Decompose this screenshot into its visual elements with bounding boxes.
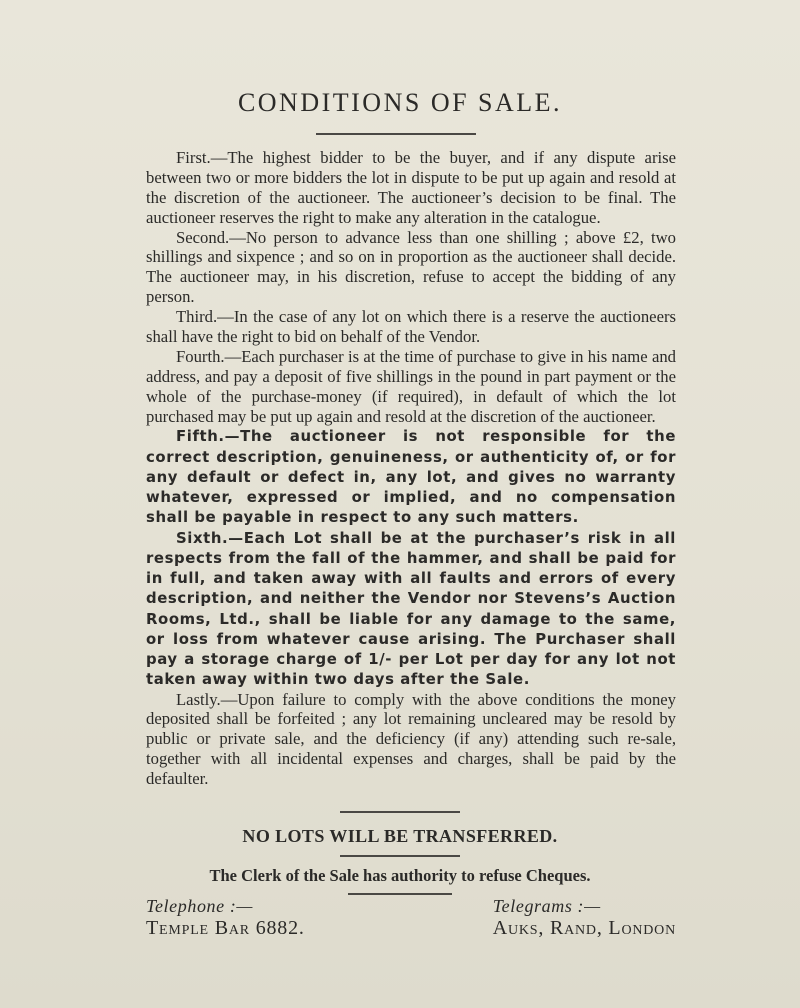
- condition-sixth: Sixth.—Each Lot shall be at the purchaser’s risk in all respects from the fall of the hammer, and shall be paid for in full, and taken away with all faults and errors of every description, and neither the Vendor nor Stevens’s Auction Rooms, Ltd., shall be liable for any damage to the same, or loss from whatever cause arising. The Purchaser shall pay a storage charge of 1/- per Lot per day for any lot not taken away within two days after the Sale.: [146, 528, 676, 689]
- condition-second: Second.—No person to advance less than one shilling ; above £2, two shillings and sixpence ; and so on in proportion as the auctioneer shall decide. The auctioneer may, in his discretion, refuse to accept the bidding of any person.: [146, 227, 676, 307]
- condition-lastly: Lastly.—Upon failure to comply with the above conditions the money deposited shall be forfeited ; any lot remaining uncleared may be resold by public or private sale, and the deficiency (if any) attending such re-sale, together with all incidental expenses and charges, shall be paid by the defaulter.: [146, 689, 676, 789]
- telephone-label: Telephone :—: [146, 896, 254, 916]
- telephone-value: Temple Bar 6882.: [146, 917, 305, 939]
- no-transfer-notice: NO LOTS WILL BE TRANSFERRED.: [242, 826, 558, 846]
- telegrams-label: Telegrams :—: [492, 896, 601, 916]
- condition-fourth: Fourth.—Each purchaser is at the time of purchase to give in his name and address, and pay a deposit of five shillings in the pound in part payment or the whole of the purchase-money (if required), in default of which the lot purchased may be put up again and resold at the discretion of the auctioneer.: [146, 346, 676, 426]
- notice-rule-middle: [340, 855, 460, 857]
- condition-first: First.—The highest bidder to be the buyer, and if any dispute arise between two or more bidders the lot in dispute to be put up again and resold at the discretion of the auctioneer. The auctioneer’s decision to be final. The auctioneer reserves the right to make any alteration in the catalogue.: [146, 148, 676, 227]
- cheques-notice: The Clerk of the Sale has authority to refuse Cheques.: [209, 866, 591, 885]
- telegrams-block: [493, 896, 676, 940]
- condition-third: Third.—In the case of any lot on which there is a reserve the auctioneers shall have the right to bid on behalf of the Vendor.: [146, 307, 676, 347]
- notice-rule-bottom: [348, 893, 452, 895]
- conditions-body: [146, 148, 676, 789]
- title-rule: [316, 133, 476, 135]
- page-title: CONDITIONS OF SALE.: [237, 88, 563, 117]
- notice-rule-top: [340, 811, 460, 813]
- telephone-block: [146, 896, 305, 940]
- condition-fifth: Fifth.—The auctioneer is not responsible for the correct description, genuineness, or authenticity of, or for any default or defect in, any lot, and gives no warranty whatever, expressed or implied, and no compensation shall be payable in respect to any such matters.: [146, 427, 676, 527]
- telegrams-value: Auks, Rand, London: [492, 917, 676, 939]
